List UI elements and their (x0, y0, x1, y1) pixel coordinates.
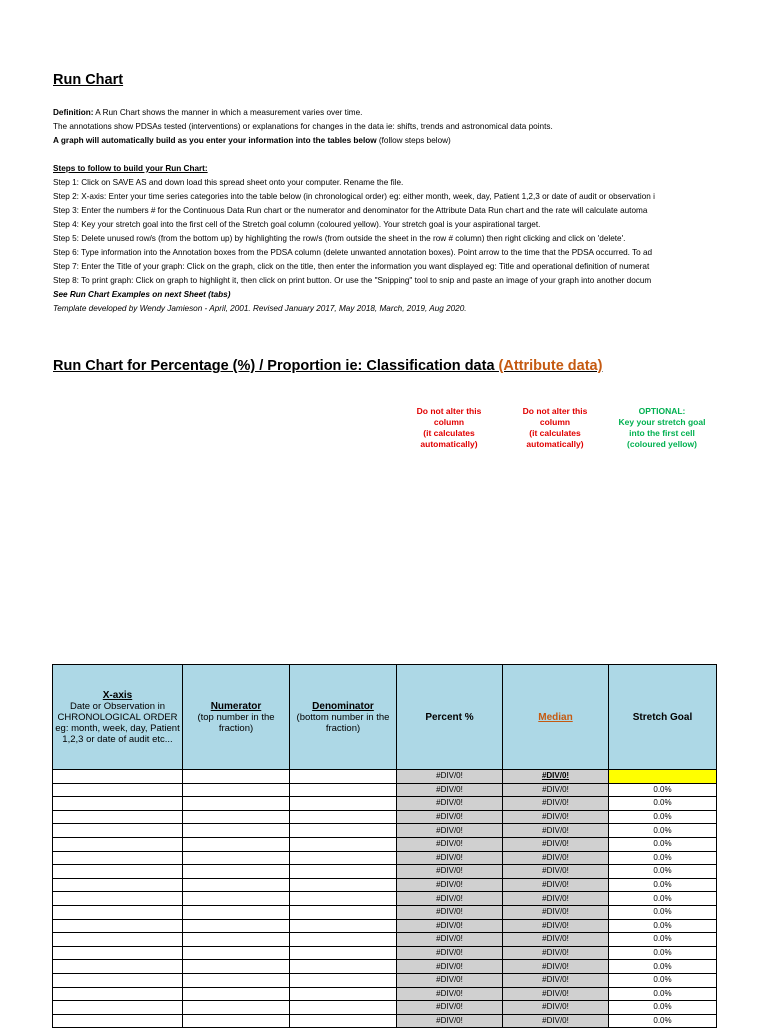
median-cell: #DIV/0! (503, 810, 609, 824)
intro-line-3-rest: (follow steps below) (376, 136, 451, 145)
steps-heading: Steps to follow to build your Run Chart: (53, 164, 208, 173)
percent-cell: #DIV/0! (397, 892, 503, 906)
denominator-cell[interactable] (290, 824, 397, 838)
note-line: into the first cell (629, 428, 695, 438)
table-row (53, 946, 717, 960)
percent-cell: #DIV/0! (397, 878, 503, 892)
note-line: (it calculates (423, 428, 475, 438)
denominator-cell[interactable] (290, 878, 397, 892)
header-xaxis-desc: Date or Observation in CHRONOLOGICAL ORDER eg: month, week, day, Patient 1,2,3 or date of audit etc... (55, 700, 180, 745)
step-5: Step 5: Delete unused row/s (from the bottom up) by highlighting the row/s (from outside the sheet in the row # column) then right clicking and click on 'delete'. (53, 234, 626, 243)
median-cell: #DIV/0! (503, 919, 609, 933)
step-2: Step 2: X-axis: Enter your time series categories into the table below (in chronological order) eg: either month, week, day, Patient 1,2,3 or date of audit or observation i (53, 192, 655, 201)
stretch-goal-input-cell[interactable] (609, 770, 717, 784)
median-cell: #DIV/0! (503, 960, 609, 974)
stretch-goal-cell: 0.0% (609, 919, 717, 933)
note-line: automatically) (526, 439, 584, 449)
denominator-cell[interactable] (290, 810, 397, 824)
stretch-goal-cell: 0.0% (609, 1001, 717, 1015)
denominator-cell[interactable] (290, 987, 397, 1001)
stretch-goal-cell: 0.0% (609, 797, 717, 811)
xaxis-cell[interactable] (53, 933, 183, 947)
denominator-cell[interactable] (290, 933, 397, 947)
numerator-cell[interactable] (183, 824, 290, 838)
median-cell: #DIV/0! (503, 1001, 609, 1015)
median-cell: #DIV/0! (503, 987, 609, 1001)
xaxis-cell[interactable] (53, 905, 183, 919)
percent-cell: #DIV/0! (397, 973, 503, 987)
header-percent[interactable]: Percent % (397, 665, 503, 770)
percent-cell: #DIV/0! (397, 851, 503, 865)
section-title-main: Run Chart for Percentage (%) / Proportion ie: Classification data (53, 358, 499, 374)
xaxis-cell[interactable] (53, 973, 183, 987)
run-chart-data-table (52, 664, 717, 1028)
table-row (53, 865, 717, 879)
numerator-cell[interactable] (183, 973, 290, 987)
stretch-goal-cell: 0.0% (609, 946, 717, 960)
header-numerator-desc: (top number in the fraction) (197, 711, 275, 734)
step-8: Step 8: To print graph: Click on graph to highlight it, then click on print button. Or use the "Snipping" tool to snip and paste an image of your graph into another docum (53, 276, 652, 285)
table-row (53, 1014, 717, 1028)
section-title-attribute: (Attribute data) (498, 358, 603, 374)
percent-cell: #DIV/0! (397, 810, 503, 824)
numerator-cell[interactable] (183, 783, 290, 797)
denominator-cell[interactable] (290, 837, 397, 851)
numerator-cell[interactable] (183, 946, 290, 960)
percent-cell: #DIV/0! (397, 770, 503, 784)
stretch-goal-cell: 0.0% (609, 837, 717, 851)
numerator-cell[interactable] (183, 797, 290, 811)
xaxis-cell[interactable] (53, 987, 183, 1001)
percent-cell: #DIV/0! (397, 933, 503, 947)
median-cell: #DIV/0! (503, 837, 609, 851)
header-xaxis-title: X-axis (102, 689, 133, 701)
median-cell: #DIV/0! (503, 1014, 609, 1028)
stretch-goal-cell: 0.0% (609, 905, 717, 919)
header-numerator-title: Numerator (210, 700, 262, 712)
definition-line (53, 108, 768, 118)
header-denominator-title: Denominator (312, 700, 374, 712)
median-cell: #DIV/0! (503, 878, 609, 892)
table-row (53, 824, 717, 838)
percent-cell: #DIV/0! (397, 987, 503, 1001)
table-row (53, 797, 717, 811)
xaxis-cell[interactable] (53, 946, 183, 960)
table-row (53, 905, 717, 919)
numerator-cell[interactable] (183, 892, 290, 906)
table-row (53, 960, 717, 974)
note-line: column (433, 417, 465, 427)
median-cell: #DIV/0! (503, 905, 609, 919)
xaxis-cell[interactable] (53, 878, 183, 892)
note-line: (it calculates (529, 428, 581, 438)
numerator-cell[interactable] (183, 770, 290, 784)
header-denominator-desc: (bottom number in the fraction) (296, 711, 390, 734)
percent-cell: #DIV/0! (397, 865, 503, 879)
definition-text: A Run Chart shows the manner in which a measurement varies over time. (93, 108, 363, 117)
stretch-goal-cell: 0.0% (609, 1014, 717, 1028)
xaxis-cell[interactable] (53, 824, 183, 838)
table-row (53, 851, 717, 865)
stretch-goal-cell: 0.0% (609, 810, 717, 824)
intro-line-2: The annotations show PDSAs tested (interventions) or explanations for changes in the data ie: shifts, trends and astronomical data points. (53, 122, 553, 131)
table-row (53, 933, 717, 947)
step-1: Step 1: Click on SAVE AS and down load this spread sheet onto your computer. Rename the file. (53, 178, 404, 187)
stretch-goal-cell: 0.0% (609, 973, 717, 987)
header-denominator[interactable] (290, 665, 397, 770)
stretch-goal-note (606, 406, 718, 450)
step-3: Step 3: Enter the numbers # for the Continuous Data Run chart or the numerator and denominator for the Attribute Data Run chart and the rate will calculate automa (53, 206, 648, 215)
xaxis-cell[interactable] (53, 783, 183, 797)
median-cell: #DIV/0! (503, 797, 609, 811)
header-xaxis[interactable] (53, 665, 183, 770)
median-cell: #DIV/0! (503, 892, 609, 906)
stretch-goal-cell: 0.0% (609, 987, 717, 1001)
percent-cell: #DIV/0! (397, 946, 503, 960)
note-line: (coloured yellow) (627, 439, 697, 449)
stretch-goal-cell: 0.0% (609, 783, 717, 797)
note-line: column (539, 417, 571, 427)
xaxis-cell[interactable] (53, 797, 183, 811)
median-cell: #DIV/0! (503, 946, 609, 960)
header-median[interactable]: Median (503, 665, 609, 770)
median-cell: #DIV/0! (503, 973, 609, 987)
denominator-cell[interactable] (290, 797, 397, 811)
stretch-goal-cell: 0.0% (609, 960, 717, 974)
median-cell: #DIV/0! (503, 851, 609, 865)
xaxis-cell[interactable] (53, 837, 183, 851)
percent-cell: #DIV/0! (397, 824, 503, 838)
stretch-goal-cell: 0.0% (609, 933, 717, 947)
step-6: Step 6: Type information into the Annotation boxes from the PDSA column (delete unwanted annotation boxes). Point arrow to the time that the PDSA occurred. To ad (53, 248, 653, 257)
percent-cell: #DIV/0! (397, 905, 503, 919)
stretch-goal-cell: 0.0% (609, 851, 717, 865)
numerator-cell[interactable] (183, 1001, 290, 1015)
table-row (53, 810, 717, 824)
median-cell: #DIV/0! (503, 770, 609, 784)
numerator-cell[interactable] (183, 919, 290, 933)
percent-cell: #DIV/0! (397, 837, 503, 851)
median-cell: #DIV/0! (503, 824, 609, 838)
xaxis-cell[interactable] (53, 960, 183, 974)
header-stretch-goal[interactable]: Stretch Goal (609, 665, 717, 770)
table-row (53, 919, 717, 933)
numerator-cell[interactable] (183, 865, 290, 879)
percent-cell: #DIV/0! (397, 1001, 503, 1015)
denominator-cell[interactable] (290, 892, 397, 906)
step-4: Step 4: Key your stretch goal into the first cell of the Stretch goal column (coloured yellow). Your stretch goal is your aspirational target. (53, 220, 541, 229)
median-cell: #DIV/0! (503, 933, 609, 947)
percent-column-note (404, 406, 494, 450)
median-cell: #DIV/0! (503, 783, 609, 797)
denominator-cell[interactable] (290, 946, 397, 960)
numerator-cell[interactable] (183, 851, 290, 865)
table-row (53, 973, 717, 987)
xaxis-cell[interactable] (53, 810, 183, 824)
denominator-cell[interactable] (290, 1014, 397, 1028)
step-7: Step 7: Enter the Title of your graph: Click on the graph, click on the title, then enter the information you want displayed eg: Title and operational definition of numerat (53, 262, 650, 271)
numerator-cell[interactable] (183, 987, 290, 1001)
percent-cell: #DIV/0! (397, 1014, 503, 1028)
percent-cell: #DIV/0! (397, 960, 503, 974)
table-row (53, 892, 717, 906)
xaxis-cell[interactable] (53, 1001, 183, 1015)
numerator-cell[interactable] (183, 878, 290, 892)
table-row (53, 1001, 717, 1015)
header-numerator[interactable] (183, 665, 290, 770)
numerator-cell[interactable] (183, 905, 290, 919)
denominator-cell[interactable] (290, 851, 397, 865)
median-column-note (510, 406, 600, 450)
denominator-cell[interactable] (290, 1001, 397, 1015)
numerator-cell[interactable] (183, 810, 290, 824)
page-title: Run Chart (53, 72, 124, 88)
note-line: Key your stretch goal (618, 417, 706, 427)
note-line: automatically) (420, 439, 478, 449)
denominator-cell[interactable] (290, 973, 397, 987)
definition-label: Definition: (53, 108, 94, 117)
denominator-cell[interactable] (290, 960, 397, 974)
xaxis-cell[interactable] (53, 851, 183, 865)
numerator-cell[interactable] (183, 933, 290, 947)
note-line: Do not alter this (416, 406, 482, 416)
xaxis-cell[interactable] (53, 1014, 183, 1028)
denominator-cell[interactable] (290, 865, 397, 879)
xaxis-cell[interactable] (53, 892, 183, 906)
table-header-row (53, 665, 717, 770)
stretch-goal-cell: 0.0% (609, 865, 717, 879)
stretch-goal-cell: 0.0% (609, 892, 717, 906)
stretch-goal-cell: 0.0% (609, 878, 717, 892)
percent-cell: #DIV/0! (397, 919, 503, 933)
note-line: OPTIONAL: (638, 406, 686, 416)
xaxis-cell[interactable] (53, 770, 183, 784)
numerator-cell[interactable] (183, 960, 290, 974)
note-line: Do not alter this (522, 406, 588, 416)
xaxis-cell[interactable] (53, 919, 183, 933)
numerator-cell[interactable] (183, 837, 290, 851)
numerator-cell[interactable] (183, 1014, 290, 1028)
table-row (53, 837, 717, 851)
denominator-cell[interactable] (290, 905, 397, 919)
percent-cell: #DIV/0! (397, 783, 503, 797)
denominator-cell[interactable] (290, 783, 397, 797)
stretch-goal-cell: 0.0% (609, 824, 717, 838)
table-row (53, 987, 717, 1001)
table-row (53, 770, 717, 784)
see-examples-note: See Run Chart Examples on next Sheet (tabs) (53, 290, 231, 299)
median-cell: #DIV/0! (503, 865, 609, 879)
intro-line-3 (53, 136, 768, 146)
intro-line-3-bold: A graph will automatically build as you enter your information into the tables below (53, 136, 377, 145)
template-note: Template developed by Wendy Jamieson - April, 2001. Revised January 2017, May 2018, March, 2019, Aug 2020. (53, 304, 467, 313)
denominator-cell[interactable] (290, 770, 397, 784)
table-row (53, 783, 717, 797)
xaxis-cell[interactable] (53, 865, 183, 879)
percent-cell: #DIV/0! (397, 797, 503, 811)
section-title (53, 358, 602, 374)
table-row (53, 878, 717, 892)
denominator-cell[interactable] (290, 919, 397, 933)
